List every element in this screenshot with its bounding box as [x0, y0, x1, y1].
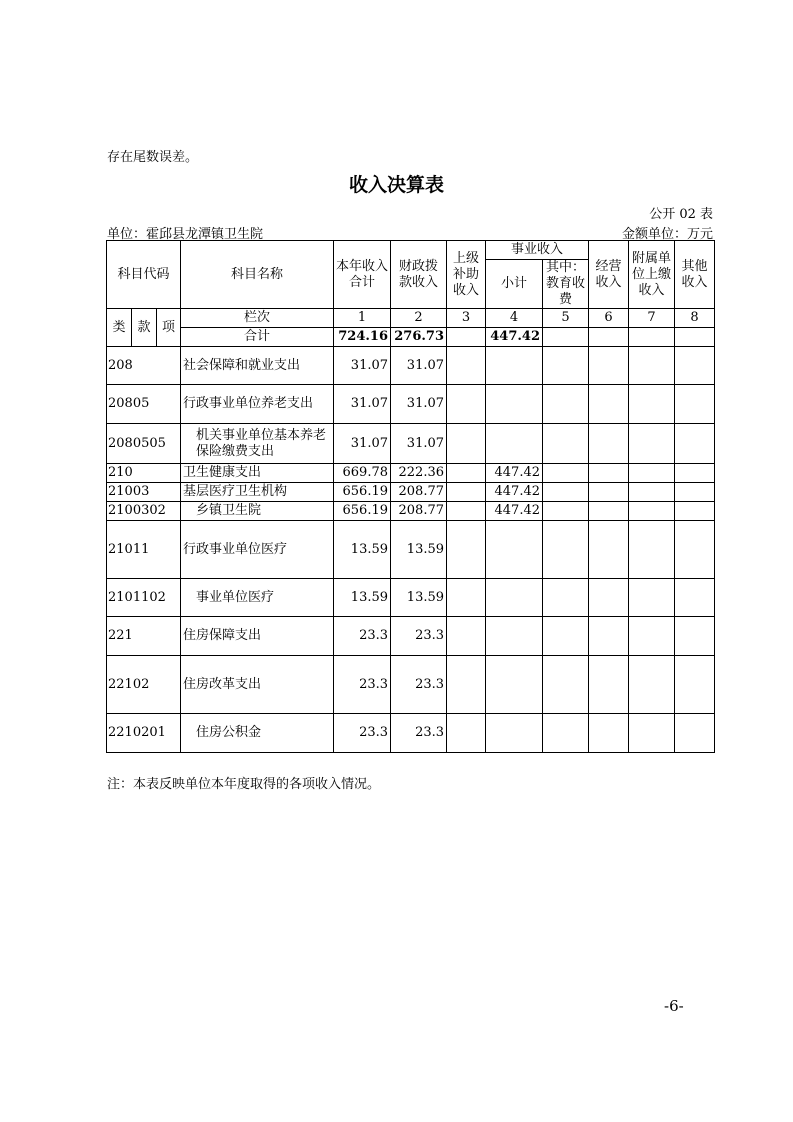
header-superior: 上级补助收入	[447, 241, 486, 309]
total-label: 合计	[181, 328, 334, 347]
row-total: 13.59	[334, 579, 391, 617]
col-num: 8	[675, 309, 715, 328]
row-fiscal: 222.36	[391, 464, 447, 483]
row-subtotal: 447.42	[486, 483, 543, 502]
col-num: 6	[589, 309, 629, 328]
row-name: 卫生健康支出	[181, 464, 334, 483]
header-education: 其中：教育收费	[543, 260, 589, 309]
col-num: 2	[391, 309, 447, 328]
row-name: 住房公积金	[181, 714, 334, 753]
header-code: 科目代码	[107, 241, 181, 309]
row-code: 21003	[107, 483, 181, 502]
row-fiscal: 13.59	[391, 521, 447, 579]
row-name: 行政事业单位医疗	[181, 521, 334, 579]
table-row	[107, 347, 715, 385]
row-code: 2080505	[107, 424, 181, 464]
row-total: 669.78	[334, 464, 391, 483]
row-fiscal: 31.07	[391, 385, 447, 424]
row-fiscal: 31.07	[391, 424, 447, 464]
income-final-account-table	[106, 240, 715, 753]
table-row	[107, 424, 715, 464]
header-subtotal: 小计	[486, 260, 543, 309]
row-fiscal: 208.77	[391, 502, 447, 521]
row-name: 住房改革支出	[181, 656, 334, 714]
row-name: 基层医疗卫生机构	[181, 483, 334, 502]
header-operating: 经营收入	[589, 241, 629, 309]
row-code: 22102	[107, 656, 181, 714]
form-number: 公开 02 表	[649, 207, 713, 222]
row-code: 2101102	[107, 579, 181, 617]
header-other: 其他收入	[675, 241, 715, 309]
row-total: 31.07	[334, 385, 391, 424]
row-subtotal	[486, 521, 543, 579]
header-business: 事业收入	[486, 241, 589, 260]
total-fiscal: 276.73	[391, 328, 447, 347]
row-name: 机关事业单位基本养老保险缴费支出	[181, 424, 334, 464]
row-total: 23.3	[334, 617, 391, 656]
top-note: 存在尾数误差。	[107, 150, 199, 165]
row-fiscal: 23.3	[391, 656, 447, 714]
header-name: 科目名称	[181, 241, 334, 309]
row-subtotal: 447.42	[486, 502, 543, 521]
row-total: 656.19	[334, 502, 391, 521]
row-code: 208	[107, 347, 181, 385]
column-number-label: 栏次	[181, 309, 334, 328]
row-total: 656.19	[334, 483, 391, 502]
table-row	[107, 521, 715, 579]
table-row	[107, 617, 715, 656]
header-total: 本年收入合计	[334, 241, 391, 309]
row-total: 23.3	[334, 656, 391, 714]
row-name: 行政事业单位养老支出	[181, 385, 334, 424]
table-row	[107, 502, 715, 521]
row-subtotal	[486, 579, 543, 617]
total-amount: 724.16	[334, 328, 391, 347]
row-name: 住房保障支出	[181, 617, 334, 656]
table-row	[107, 656, 715, 714]
row-fiscal: 208.77	[391, 483, 447, 502]
row-subtotal	[486, 656, 543, 714]
footnote: 注：本表反映单位本年度取得的各项收入情况。	[107, 777, 381, 792]
table-row	[107, 483, 715, 502]
row-fiscal: 31.07	[391, 347, 447, 385]
row-code: 2100302	[107, 502, 181, 521]
row-code: 2210201	[107, 714, 181, 753]
table-row	[107, 464, 715, 483]
page-number: -6-	[664, 997, 684, 1015]
row-name: 乡镇卫生院	[181, 502, 334, 521]
amount-unit-label: 金额单位：万元	[621, 227, 713, 242]
total-subtotal: 447.42	[486, 328, 543, 347]
row-code: 221	[107, 617, 181, 656]
row-subtotal: 447.42	[486, 464, 543, 483]
row-subtotal	[486, 385, 543, 424]
page-title: 收入决算表	[348, 174, 444, 196]
header-fiscal: 财政拨款收入	[391, 241, 447, 309]
table-row	[107, 385, 715, 424]
row-total: 23.3	[334, 714, 391, 753]
row-subtotal	[486, 424, 543, 464]
header-lei: 类	[107, 309, 132, 347]
row-code: 210	[107, 464, 181, 483]
col-num: 7	[629, 309, 675, 328]
row-fiscal: 23.3	[391, 714, 447, 753]
row-code: 20805	[107, 385, 181, 424]
row-fiscal: 23.3	[391, 617, 447, 656]
row-code: 21011	[107, 521, 181, 579]
unit-label: 单位：霍邱县龙潭镇卫生院	[107, 227, 264, 242]
col-num: 4	[486, 309, 543, 328]
row-name: 事业单位医疗	[181, 579, 334, 617]
row-subtotal	[486, 347, 543, 385]
row-total: 13.59	[334, 521, 391, 579]
table-row	[107, 579, 715, 617]
col-num: 5	[543, 309, 589, 328]
col-num: 1	[334, 309, 391, 328]
row-fiscal: 13.59	[391, 579, 447, 617]
row-total: 31.07	[334, 424, 391, 464]
row-subtotal	[486, 714, 543, 753]
col-num: 3	[447, 309, 486, 328]
header-kuan: 款	[132, 309, 157, 347]
total-row	[107, 328, 715, 347]
row-total: 31.07	[334, 347, 391, 385]
row-subtotal	[486, 617, 543, 656]
row-name: 社会保障和就业支出	[181, 347, 334, 385]
header-affiliated: 附属单位上缴收入	[629, 241, 675, 309]
header-xiang: 项	[157, 309, 181, 347]
table-row	[107, 714, 715, 753]
